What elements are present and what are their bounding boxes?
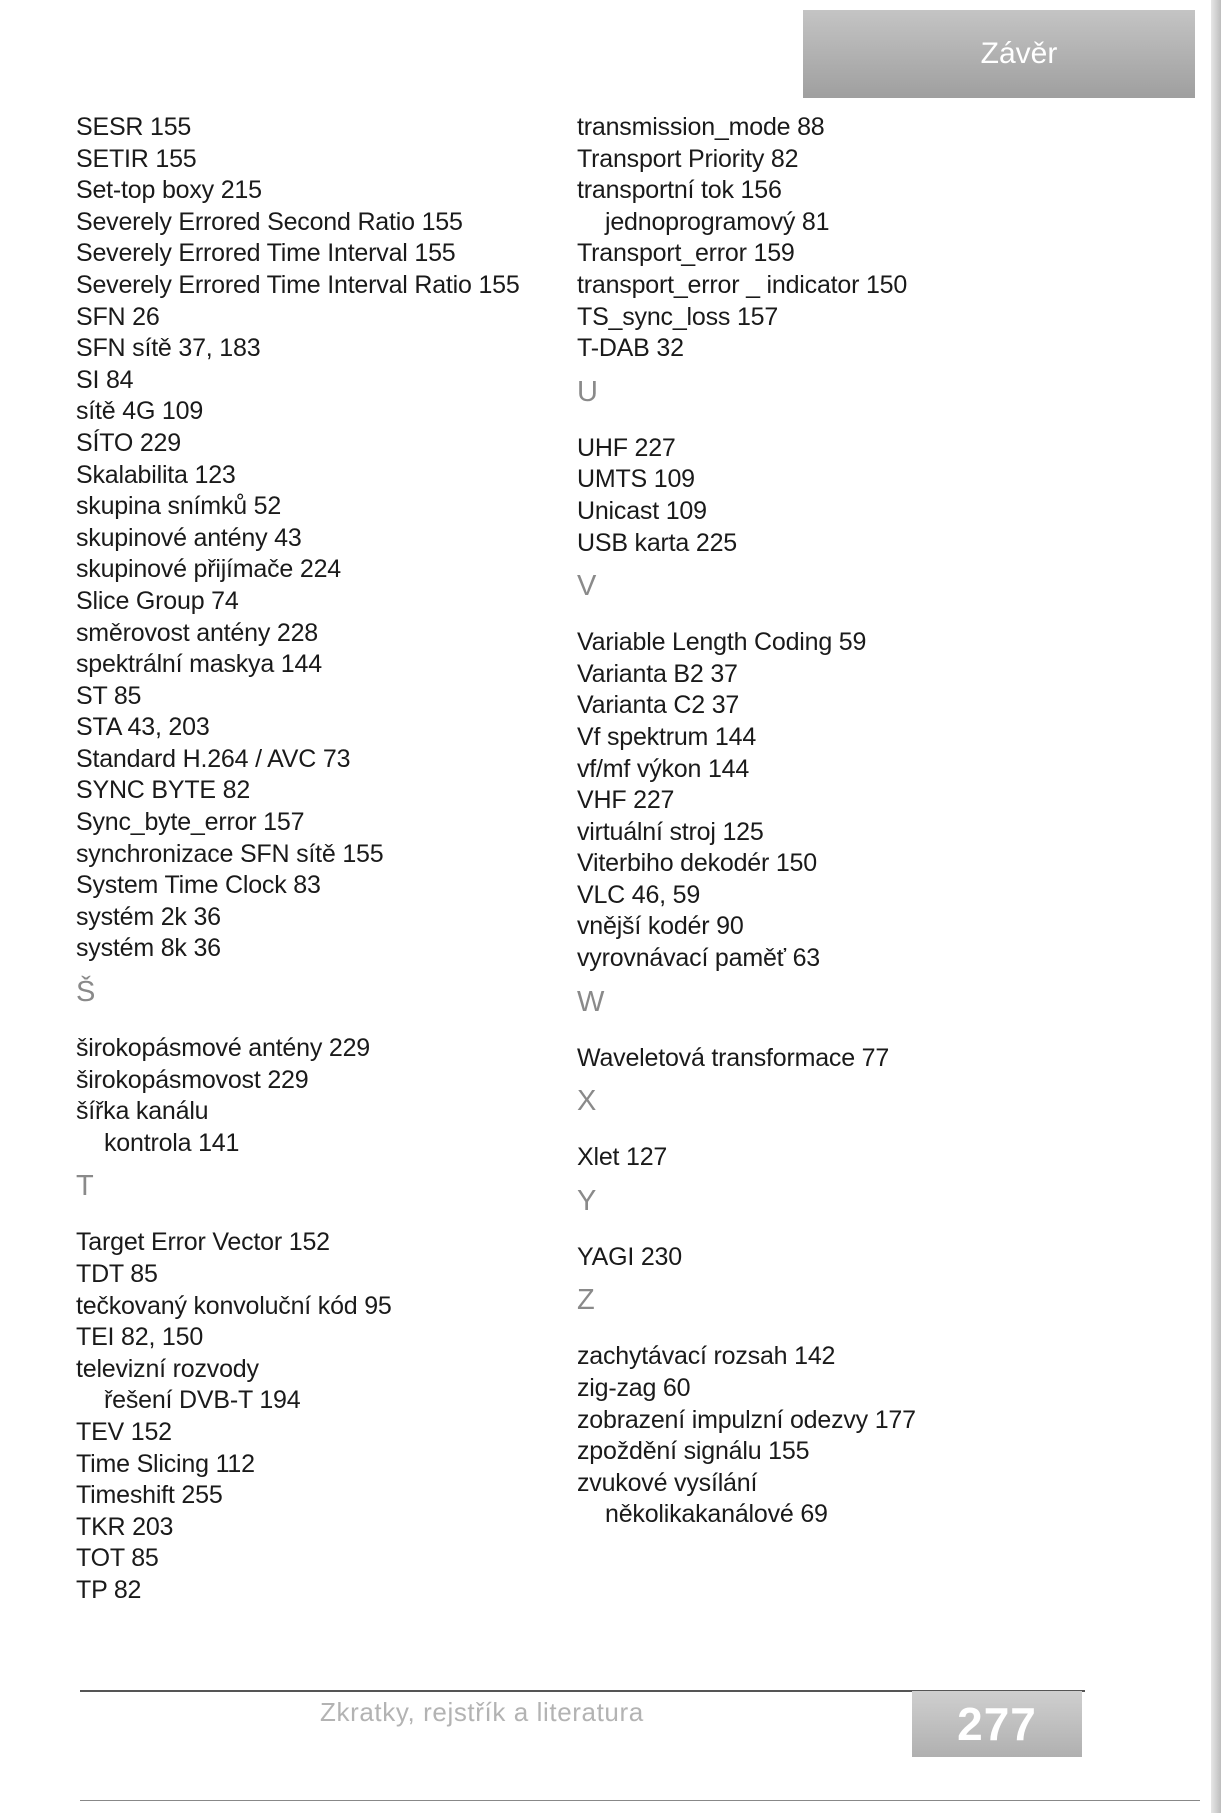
index-section-letter: U: [577, 375, 598, 408]
index-entry: vyrovnávací paměť 63: [577, 944, 820, 973]
index-entry: TKR 203: [76, 1512, 174, 1541]
index-entry: Vf spektrum 144: [577, 722, 757, 751]
index-entry: televizní rozvody: [76, 1354, 259, 1383]
index-entry: skupina snímků 52: [76, 492, 282, 521]
index-column-right: [577, 112, 1177, 1531]
index-entry: Transport Priority 82: [577, 144, 799, 173]
index-entry: Xlet 127: [577, 1143, 668, 1172]
footer-chapter-title: Zkratky, rejstřík a literatura: [320, 1697, 644, 1727]
index-entry: skupinové přijímače 224: [76, 555, 341, 584]
index-entry: TEV 152: [76, 1417, 172, 1446]
index-subentry: několikakanálové 69: [605, 1500, 828, 1529]
index-entry: Varianta C2 37: [577, 691, 740, 720]
index-entry: UHF 227: [577, 433, 676, 462]
index-entry: tečkovaný konvoluční kód 95: [76, 1291, 392, 1320]
index-entry: SI 84: [76, 365, 134, 394]
index-entry: Target Error Vector 152: [76, 1228, 330, 1257]
index-entry: TOT 85: [76, 1544, 159, 1573]
index-entry: transmission_mode 88: [577, 113, 825, 141]
index-entry: Transport_error 159: [577, 239, 795, 268]
index-entry: SÍTO 229: [76, 428, 181, 457]
index-entry: zpoždění signálu 155: [577, 1437, 810, 1466]
index-subentry: řešení DVB-T 194: [104, 1386, 301, 1415]
index-entry: T-DAB 32: [577, 334, 684, 363]
index-entry: širokopásmové antény 229: [76, 1034, 370, 1063]
index-entry: Waveletová transformace 77: [577, 1043, 890, 1072]
index-entry: SFN sítě 37, 183: [76, 334, 261, 363]
index-entry: spektrální maskya 144: [76, 650, 322, 679]
index-section-letter: W: [577, 985, 605, 1018]
index-entry: systém 2k 36: [76, 902, 221, 931]
index-entry: Time Slicing 112: [76, 1449, 255, 1478]
index-entry: vf/mf výkon 144: [577, 754, 750, 783]
index-entry: TP 82: [76, 1575, 142, 1604]
index-entry: VHF 227: [577, 786, 675, 815]
index-entry: ST 85: [76, 681, 142, 710]
index-entry: Variable Length Coding 59: [577, 628, 867, 657]
index-entry: VLC 46, 59: [577, 880, 701, 909]
index-entry: skupinové antény 43: [76, 523, 302, 552]
index-entry: SETIR 155: [76, 144, 197, 173]
index-section-letter: Z: [577, 1284, 595, 1317]
index-entry: transport_error _ indicator 150: [577, 270, 908, 299]
index-entry: vnější kodér 90: [577, 912, 744, 941]
index-entry: širokopásmovost 229: [76, 1065, 309, 1094]
index-entry: Sync_byte_error 157: [76, 808, 305, 837]
index-entry: zobrazení impulzní odezvy 177: [577, 1405, 916, 1434]
index-entry: STA 43, 203: [76, 713, 210, 742]
page-number-box: [912, 1691, 1082, 1757]
index-entry: Standard H.264 / AVC 73: [76, 744, 351, 773]
index-entry: TS_sync_loss 157: [577, 302, 779, 331]
index-entry: UMTS 109: [577, 465, 695, 494]
index-entry: Viterbiho dekodér 150: [577, 849, 817, 878]
index-entry: Severely Errored Second Ratio 155: [76, 207, 463, 236]
index-subentry: kontrola 141: [104, 1128, 240, 1157]
index-column-left: [76, 112, 576, 1607]
index-entry: zachytávací rozsah 142: [577, 1342, 836, 1371]
index-entry: SYNC BYTE 82: [76, 776, 251, 805]
section-title: Závěr: [980, 37, 1058, 70]
index-entry: Severely Errored Time Interval 155: [76, 239, 456, 268]
index-entry: zig-zag 60: [577, 1374, 691, 1403]
index-section-letter: T: [76, 1170, 94, 1203]
index-entry: transportní tok 156: [577, 176, 782, 205]
index-entry: USB karta 225: [577, 528, 737, 557]
index-entry: YAGI 230: [577, 1242, 682, 1271]
index-entry: zvukové vysílání: [577, 1468, 758, 1497]
index-entry: System Time Clock 83: [76, 871, 321, 900]
index-entry: synchronizace SFN sítě 155: [76, 839, 384, 868]
index-entry: systém 8k 36: [76, 934, 221, 963]
index-entry: sítě 4G 109: [76, 397, 204, 426]
page-edge: [1211, 0, 1221, 1813]
page-number: 277: [957, 1698, 1037, 1750]
index-entry: Slice Group 74: [76, 586, 239, 615]
index-entry: směrovost antény 228: [76, 618, 318, 647]
index-entry: TEI 82, 150: [76, 1323, 204, 1352]
index-entry: Set-top boxy 215: [76, 176, 262, 205]
section-header-tab: [803, 10, 1195, 98]
index-entry: TDT 85: [76, 1260, 158, 1288]
index-entry: šířka kanálu: [76, 1097, 209, 1126]
index-subentry: jednoprogramový 81: [605, 207, 830, 236]
index-section-letter: Š: [76, 976, 96, 1009]
index-entry: SESR 155: [76, 113, 192, 141]
index-entry: Varianta B2 37: [577, 659, 738, 688]
index-entry: Severely Errored Time Interval Ratio 155: [76, 270, 520, 299]
index-entry: Unicast 109: [577, 496, 707, 525]
index-entry: SFN 26: [76, 302, 160, 331]
index-entry: Skalabilita 123: [76, 460, 236, 489]
index-section-letter: Y: [577, 1184, 597, 1217]
index-section-letter: X: [577, 1085, 597, 1118]
index-entry: virtuální stroj 125: [577, 817, 764, 846]
index-entry: Timeshift 255: [76, 1481, 223, 1510]
page-bottom-rule: [80, 1800, 1200, 1801]
index-section-letter: V: [577, 570, 597, 603]
